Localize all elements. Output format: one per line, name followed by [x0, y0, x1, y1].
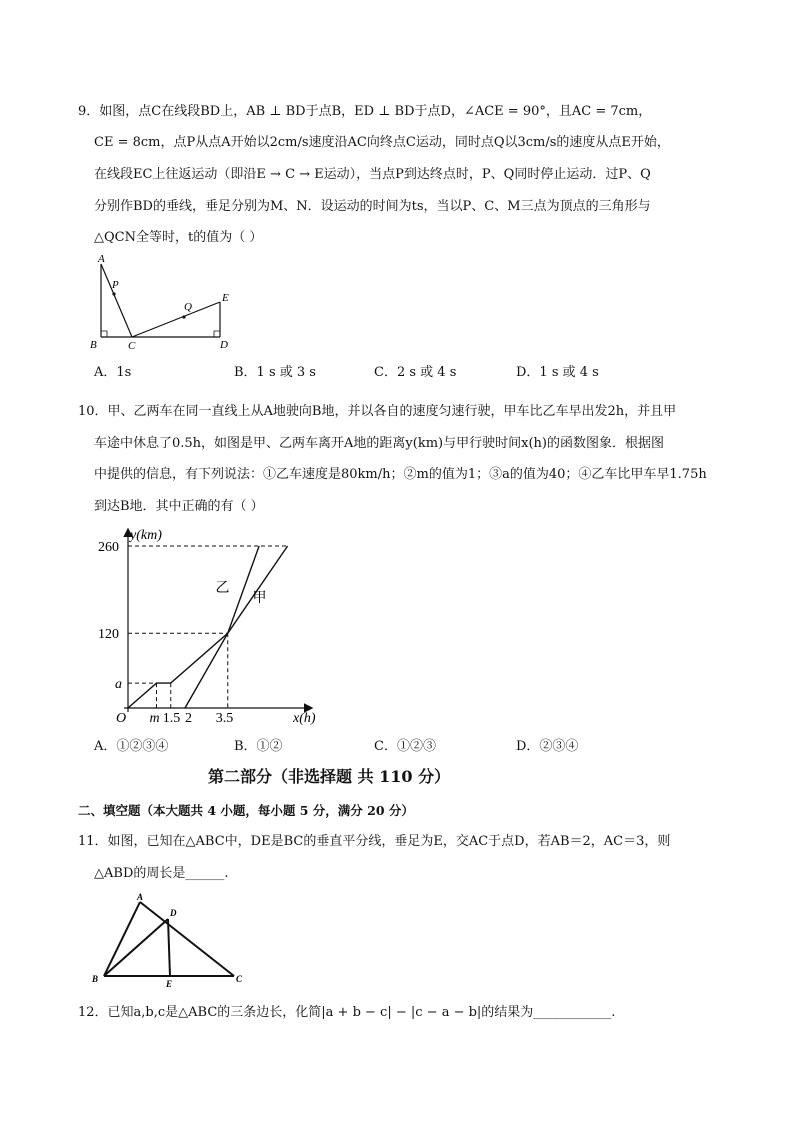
q10-line-3: 中提供的信息，有下列说法：①乙车速度是80km/h；②m的值为1；③a的值为40；④乙车比甲车早1.75h — [94, 467, 707, 482]
q10-line-1: 10．甲、乙两车在同一直线上从A地驶向B地，并以各自的速度匀速行驶，甲车比乙车早出发2h，并且甲 — [78, 404, 677, 419]
segment-ac — [140, 902, 234, 976]
label-e: E — [222, 292, 229, 304]
label-a: A — [98, 253, 105, 265]
label-q: Q — [184, 301, 192, 313]
q9-option-b[interactable]: B．1 s 或 3 s — [234, 365, 316, 380]
label-c: C — [236, 974, 243, 984]
label-b: B — [90, 339, 97, 351]
series-line-0 — [128, 546, 288, 708]
x-tick-3.5: 3.5 — [215, 711, 234, 726]
q10-chart — [90, 522, 320, 728]
q9-line-4: 分别作BD的垂线，垂足分别为M、N．设运动的时间为ts，当以P、C、M三点为顶点的三角形与 — [94, 199, 651, 214]
y-axis-label: y(km) — [130, 528, 162, 543]
label-p: P — [112, 279, 119, 291]
y-tick-a: a — [115, 677, 122, 693]
q9-option-c[interactable]: C．2 s 或 4 s — [374, 365, 457, 380]
x-axis-label: x(h) — [293, 711, 316, 726]
origin-label: O — [116, 711, 127, 726]
label-c: C — [128, 340, 136, 352]
q9-option-a[interactable]: A．1s — [94, 365, 132, 380]
right-angle-d — [214, 331, 220, 337]
segment-ac — [101, 264, 132, 337]
label-a: A — [137, 892, 144, 902]
q9-option-d[interactable]: D．1 s 或 4 s — [516, 365, 599, 380]
q10-line-4: 到达B地．其中正确的有（ ） — [94, 499, 264, 514]
point-q — [182, 315, 185, 318]
right-angle-b — [101, 331, 107, 337]
x-tick-1.5: 1.5 — [162, 711, 181, 726]
q10-option-a[interactable]: A．①②③④ — [94, 739, 169, 754]
q11-line-1: 11．如图，已知在△ABC中，DE是BC的垂直平分线，垂足为E，交AC于点D，若AB＝2，AC＝3，则 — [78, 834, 671, 849]
q11-line-2: △ABD的周长是______. — [94, 866, 229, 881]
q10-line-2: 车途中休息了0.5h，如图是甲、乙两车离开A地的距离y(km)与甲行驶时间x(h)的函数图象．根据图 — [94, 436, 664, 451]
q10-option-c[interactable]: C．①②③ — [374, 739, 436, 754]
label-d: D — [220, 339, 228, 351]
label-d: D — [170, 908, 177, 918]
point-p — [112, 292, 115, 295]
q9-line-1: 9．如图，点C在线段BD上，AB ⊥ BD于点B，ED ⊥ BD于点D，∠ACE = 90°，且AC = 7cm， — [78, 104, 652, 119]
segment-de — [168, 919, 170, 976]
x-tick-m: m — [149, 711, 160, 726]
q9-figure — [86, 252, 236, 352]
part-two-title: 第二部分（非选择题 共 110 分） — [208, 767, 451, 786]
segment-ab — [104, 902, 140, 976]
q9-line-2: CE = 8cm，点P从点A开始以2cm/s速度沿AC向终点C运动，同时点Q以3cm/s的速度从点E开始， — [94, 135, 670, 150]
q10-option-d[interactable]: D．②③④ — [516, 739, 579, 754]
segment-bd — [104, 919, 168, 976]
y-tick-120: 120 — [98, 627, 119, 643]
series-line-1 — [185, 546, 259, 708]
x-tick-2: 2 — [185, 711, 192, 726]
y-tick-260: 260 — [98, 540, 119, 555]
q9-line-5: △QCN全等时，t的值为（ ） — [94, 230, 263, 245]
q11-figure — [88, 890, 248, 990]
q9-line-3: 在线段EC上往返运动（即沿E → C → E运动），当点P到达终点时，P、Q同时停止运动．过P、Q — [94, 167, 651, 182]
legend-jia: 甲 — [252, 591, 267, 607]
legend-yi: 乙 — [215, 581, 230, 597]
label-e: E — [166, 979, 173, 989]
label-b: B — [92, 974, 99, 984]
segment-ce — [132, 302, 220, 337]
section-heading: 二、填空题（本大题共 4 小题，每小题 5 分，满分 20 分） — [78, 803, 414, 818]
q10-option-b[interactable]: B．①② — [234, 739, 283, 754]
q12-line-1: 12．已知a,b,c是△ABC的三条边长，化简|a + b − c| − |c − a − b|的结果为____________. — [78, 1005, 616, 1020]
